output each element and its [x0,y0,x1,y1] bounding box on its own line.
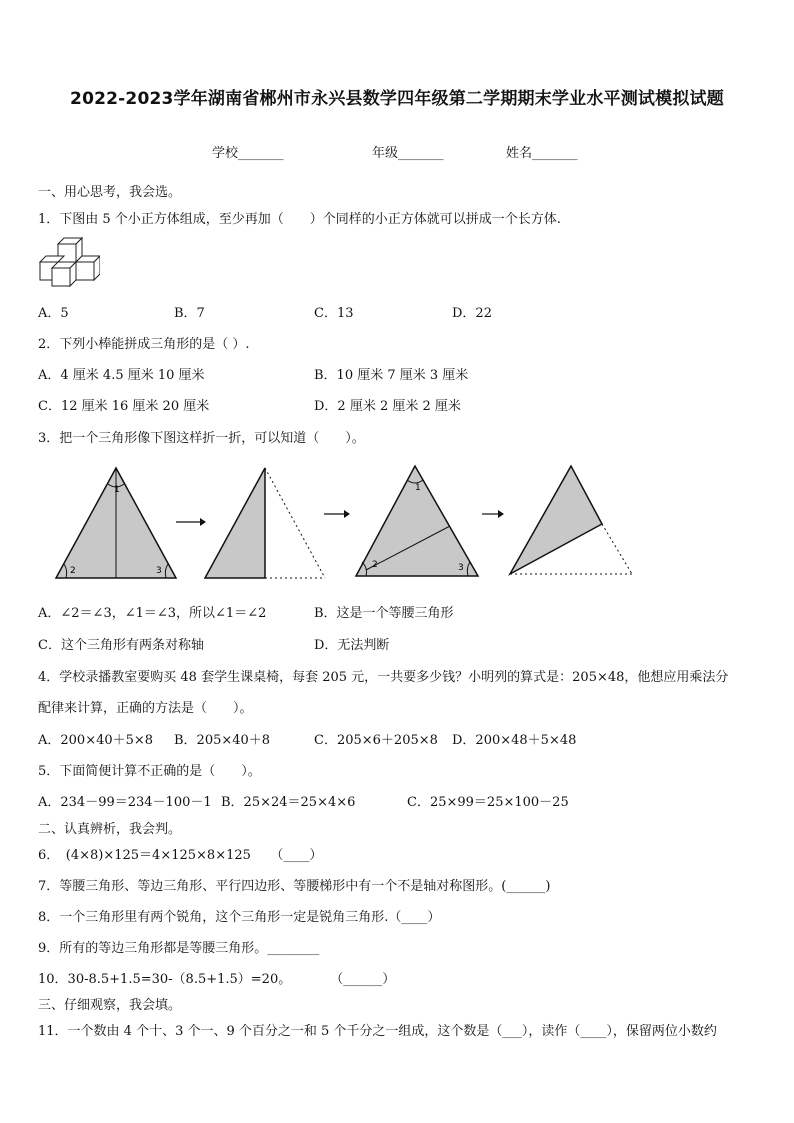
question-7: 7．等腰三角形、等边三角形、平行四边形、等腰梯形中有一个不是轴对称图形。(______) [38,879,551,894]
question-6: 6． (4×8)×125＝4×125×8×125 （____） [38,848,323,863]
q3-option-c: C．这个三角形有两条对称轴 [38,638,204,653]
q4-option-c: C．205×6＋205×8 [314,733,438,748]
q4-option-b: B．205×40＋8 [174,733,271,748]
question-8: 8．一个三角形里有两个锐角，这个三角形一定是锐角三角形.（____） [38,910,441,925]
q3-option-d: D．无法判断 [314,638,390,653]
question-3: 3．把一个三角形像下图这样折一折，可以知道（ ）。 [38,431,365,446]
q1-option-b: B．7 [174,306,205,321]
angle-label-3b: 3 [458,563,464,573]
q4-option-a: A．200×40＋5×8 [38,733,154,748]
angle-label-2b: 2 [372,560,378,570]
grade-field: 年级_______ [372,146,444,161]
q1-option-d: D．22 [452,306,492,321]
question-5: 5．下面简便计算不正确的是（ ）。 [38,764,261,779]
q2-option-b: B．10 厘米 7 厘米 3 厘米 [314,368,469,383]
angle-label-3: 3 [156,566,162,576]
section-3-heading: 三、仔细观察，我会填。 [38,998,182,1013]
page-title: 2022-2023学年湖南省郴州市永兴县数学四年级第二学期期末学业水平测试模拟试题 [70,89,724,109]
question-11: 11．一个数由 4 个十、3 个一、9 个百分之一和 5 个千分之一组成，这个数是（___），读作（____），保留两位小数约 [38,1024,717,1039]
name-field: 姓名_______ [506,146,578,161]
question-1: 1．下图由 5 个小正方体组成，至少再加（ ）个同样的小正方体就可以拼成一个长方体. [38,212,561,227]
section-2-heading: 二、认真辨析，我会判。 [38,822,182,837]
angle-label-2: 2 [70,566,76,576]
section-1-heading: 一、用心思考，我会选。 [38,185,182,200]
folding-triangle-figure [50,460,640,589]
q4-option-d: D．200×48＋5×48 [452,733,577,748]
cube-figure [38,236,100,292]
q1-option-a: A．5 [38,306,69,321]
school-field: 学校_______ [212,146,284,161]
q2-option-c: C．12 厘米 16 厘米 20 厘米 [38,399,210,414]
question-4-line-1: 4．学校录播教室要购买 48 套学生课桌椅，每套 205 元，一共要多少钱？小明列的算式是：205×48，他想应用乘法分 [38,670,729,685]
question-4-line-2: 配律来计算，正确的方法是（ ）。 [38,701,253,716]
q3-option-a: A．∠2＝∠3，∠1＝∠3，所以∠1＝∠2 [38,606,267,621]
q2-option-a: A．4 厘米 4.5 厘米 10 厘米 [38,368,205,383]
q5-option-b: B．25×24＝25×4×6 [221,795,356,810]
q3-option-b: B．这是一个等腰三角形 [314,606,454,621]
angle-label-1: 1 [114,485,120,495]
question-10: 10．30-8.5+1.5=30-（8.5+1.5）=20。 （______） [38,972,396,987]
question-2: 2．下列小棒能拼成三角形的是（ ）. [38,337,250,352]
angle-label-1b: 1 [415,483,421,493]
q2-option-d: D．2 厘米 2 厘米 2 厘米 [314,399,461,414]
question-9: 9．所有的等边三角形都是等腰三角形。________ [38,941,320,956]
q5-option-a: A．234－99＝234－100－1 [38,795,212,810]
q1-option-c: C．13 [314,306,354,321]
q5-option-c: C．25×99＝25×100－25 [407,795,569,810]
